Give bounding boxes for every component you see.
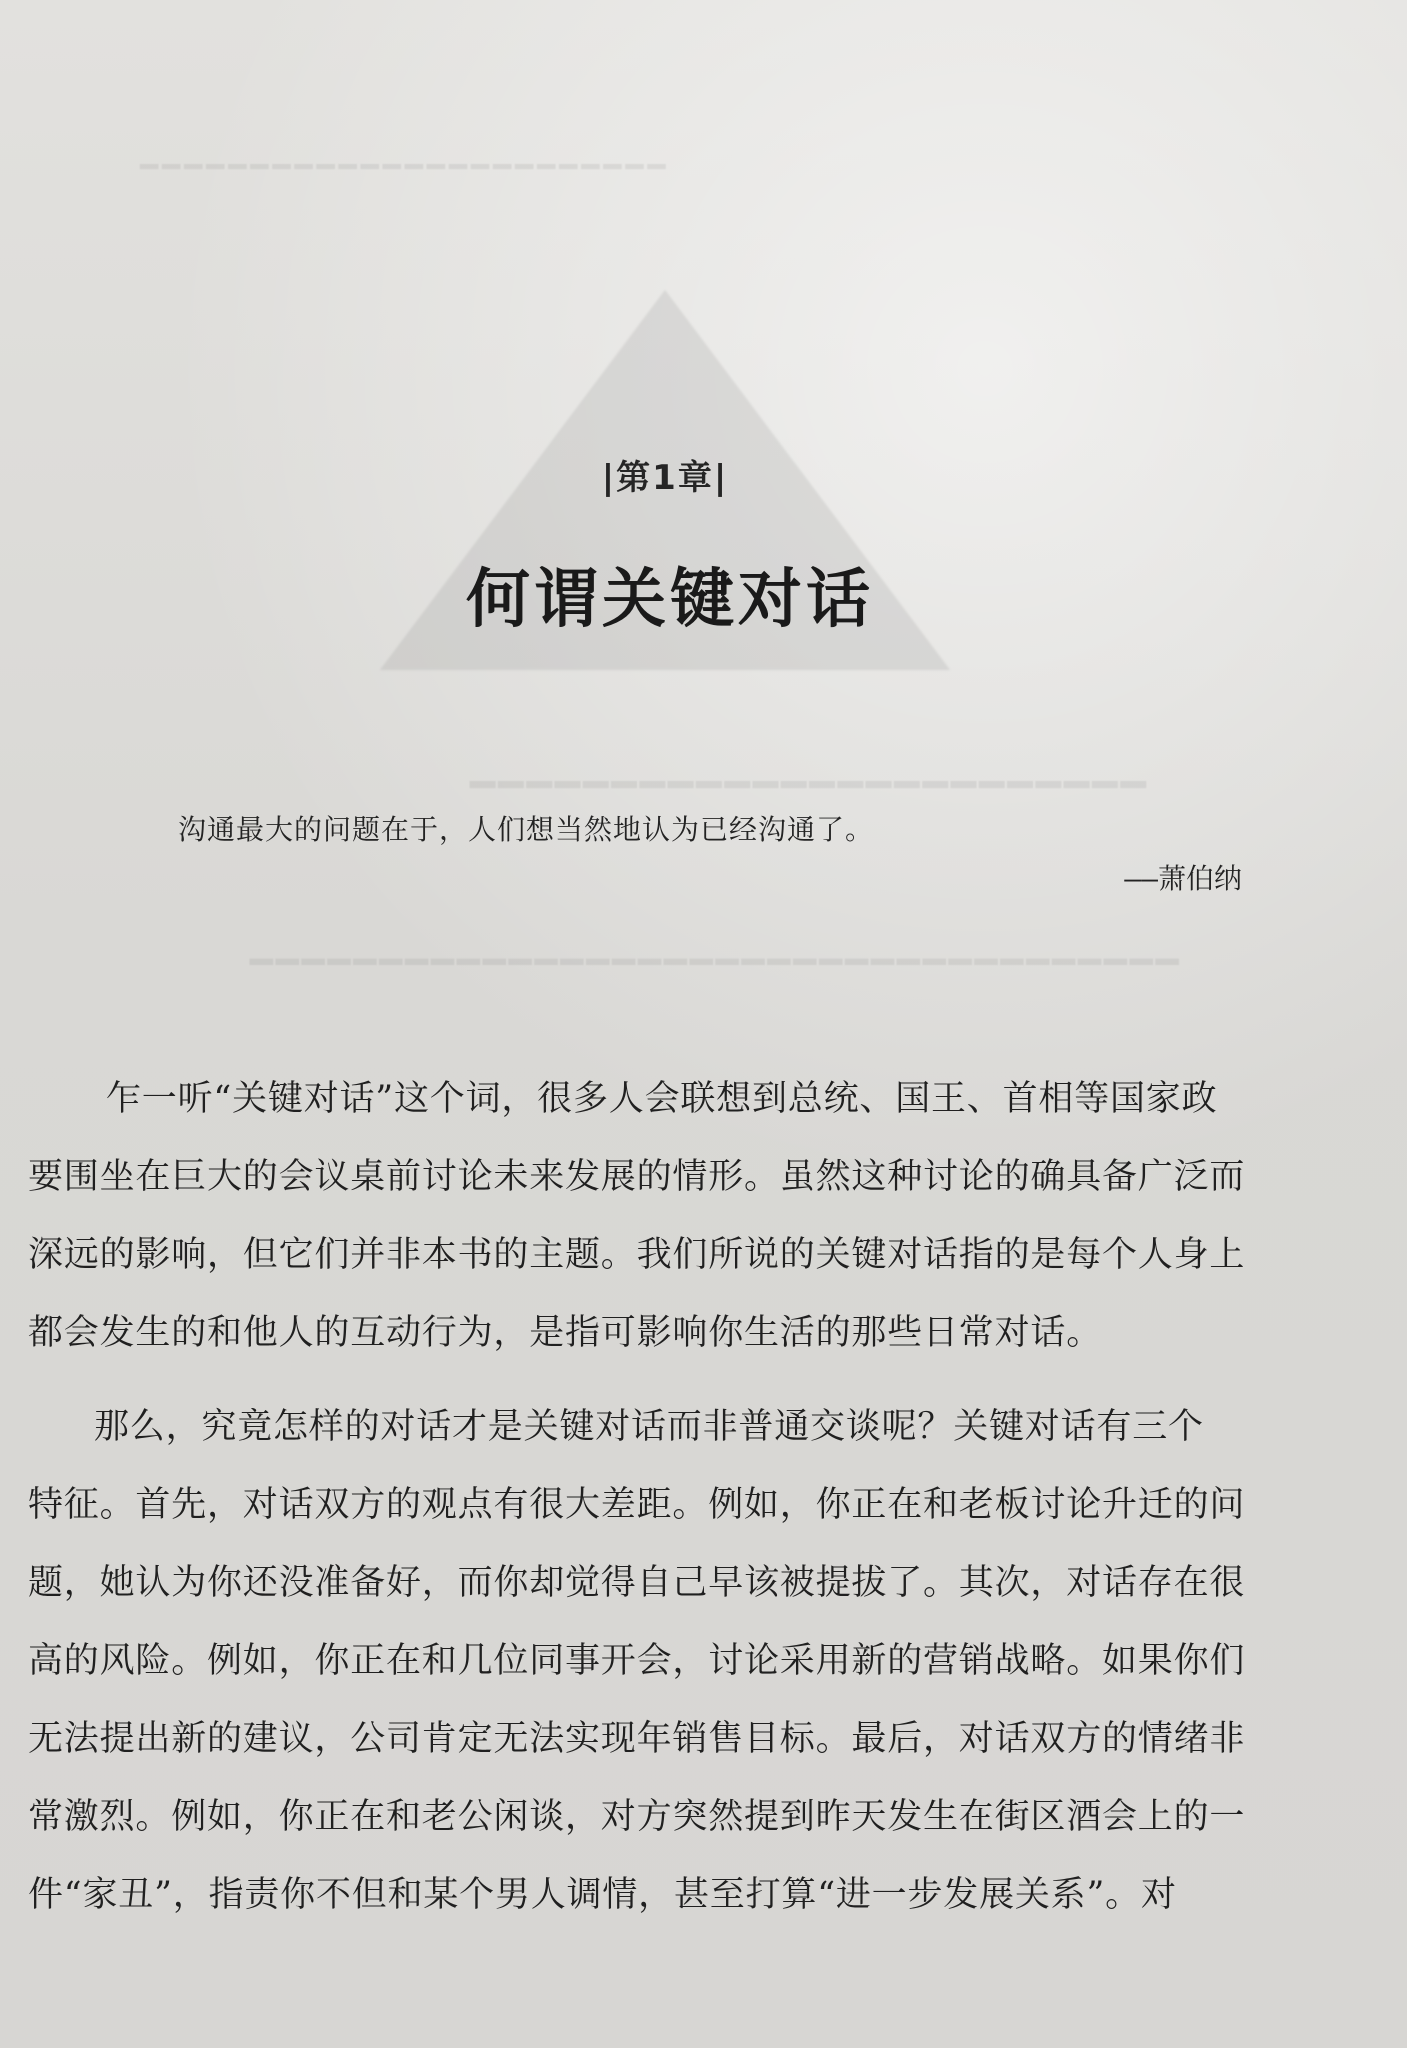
body-line: 题，她认为你还没准备好，而你却觉得自己早该被提拔了。其次，对话存在很 <box>28 1563 1246 1603</box>
body-line: 那么，究竟怎样的对话才是关键对话而非普通交谈呢？关键对话有三个 <box>94 1407 1204 1447</box>
body-line: 要围坐在巨大的会议桌前讨论未来发展的情形。虽然这种讨论的确具备广泛而 <box>28 1157 1246 1197</box>
body-line: 高的风险。例如，你正在和几位同事开会，讨论采用新的营销战略。如果你们 <box>28 1641 1246 1681</box>
body-line: 乍一听“关键对话”这个词，很多人会联想到总统、国王、首相等国家政 <box>106 1079 1218 1119</box>
bleed-through-text-top: ━━━━━━━━━━━━━━━━━━━━━━━━ <box>140 150 670 185</box>
body-line: 常激烈。例如，你正在和老公闲谈，对方突然提到昨天发生在街区酒会上的一 <box>28 1797 1246 1837</box>
bleed-through-text-lower: ━━━━━━━━━━━━━━━━━━━━━━━━━━━━━━━━━━━━ <box>250 940 1182 984</box>
body-line: 都会发生的和他人的互动行为，是指可影响你生活的那些日常对话。 <box>28 1313 1103 1353</box>
epigraph-quote: 沟通最大的问题在于，人们想当然地认为已经沟通了。 <box>178 813 875 846</box>
chapter-title: 何谓关键对话 <box>466 563 874 637</box>
epigraph-author: ——萧伯纳 <box>1124 862 1242 895</box>
bleed-through-text-middle: ━━━━━━━━━━━━━━━━━━━━━━━━ <box>470 760 1149 809</box>
body-line: 深远的影响，但它们并非本书的主题。我们所说的关键对话指的是每个人身上 <box>28 1235 1246 1275</box>
chapter-label: |第1章| <box>601 458 729 498</box>
body-line: 特征。首先，对话双方的观点有很大差距。例如，你正在和老板讨论升迁的问 <box>28 1485 1246 1525</box>
body-line: 无法提出新的建议，公司肯定无法实现年销售目标。最后，对话双方的情绪非 <box>28 1719 1246 1759</box>
body-line: 件“家丑”，指责你不但和某个男人调情，甚至打算“进一步发展关系”。对 <box>28 1875 1177 1915</box>
